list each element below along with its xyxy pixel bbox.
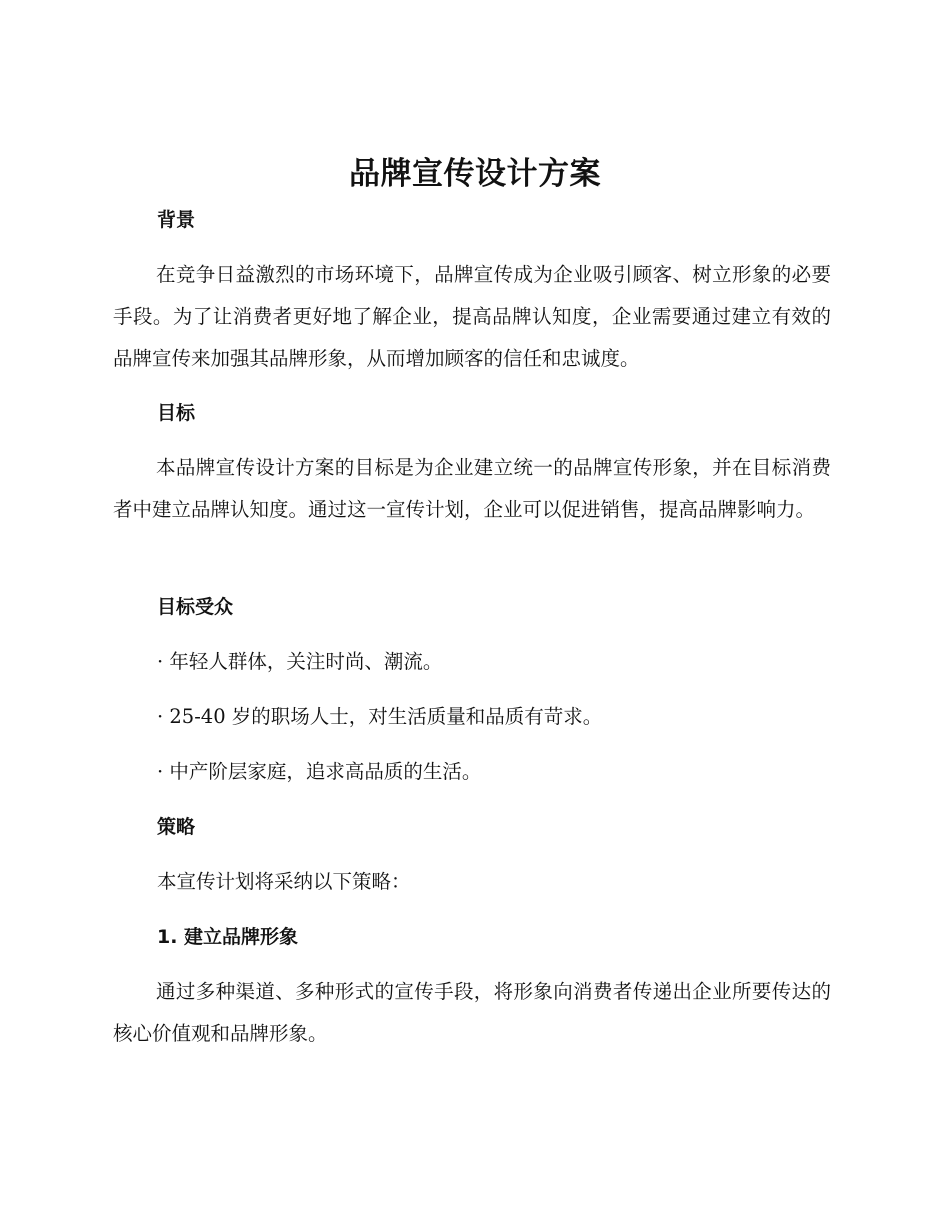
strategy-intro: 本宣传计划将采纳以下策略： [157,870,411,893]
heading-audience: 目标受众 [157,596,234,618]
paragraph-goal: 本品牌宣传设计方案的目标是为企业建立统一的品牌宣传形象，并在目标消费者中建立品牌认知度。通过这一宣传计划，企业可以促进销售，提高品牌影响力。 [113,456,831,521]
heading-strategy: 策略 [157,816,196,838]
document-title: 品牌宣传设计方案 [349,156,601,192]
paragraph-background: 在竞争日益激烈的市场环境下，品牌宣传成为企业吸引顾客、树立形象的必要手段。为了让消费者更好地了解企业，提高品牌认知度，企业需要通过建立有效的品牌宣传来加强其品牌形象，从而增加顾客的信任和忠诚度。 [113,263,831,370]
heading-goal: 目标 [157,402,196,424]
audience-item-1: · 年轻人群体，关注时尚、潮流。 [157,650,443,673]
paragraph-strategy-1: 通过多种渠道、多种形式的宣传手段，将形象向消费者传递出企业所要传达的核心价值观和品牌形象。 [113,980,831,1045]
audience-item-3: · 中产阶层家庭，追求高品质的生活。 [157,760,482,783]
heading-background: 背景 [157,209,196,231]
audience-item-2: · 25-40 岁的职场人士，对生活质量和品质有苛求。 [157,705,603,728]
heading-strategy-1: 1. 建立品牌形象 [157,926,299,948]
